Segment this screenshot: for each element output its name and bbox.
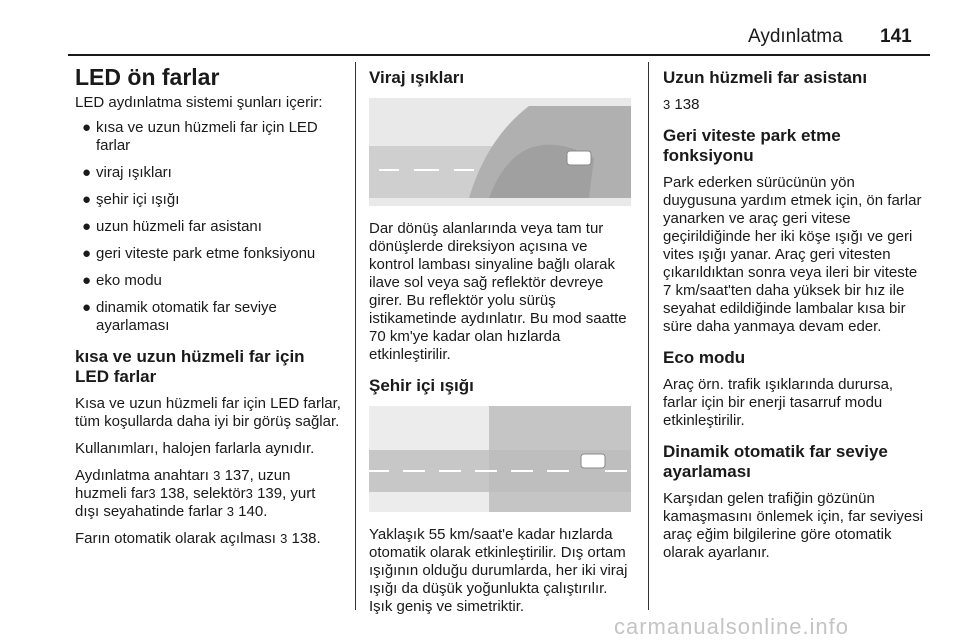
bullet-icon: ● bbox=[82, 119, 92, 136]
heading-led-headlights: LED ön farlar bbox=[75, 64, 220, 90]
page-number: 141 bbox=[880, 26, 912, 47]
heading-dynamic-leveling: Dinamik otomatik far seviye ayarlaması bbox=[663, 442, 888, 481]
paragraph: Yaklaşık 55 km/saat'e kadar hızlarda otomatik olarak etkinleştirilir. Dış ortam ışığının olduğu durumlarda, her iki viraj ışığı da düşük yoğunlukta çalıştırılır. Işık geniş ve simetriktir. bbox=[369, 526, 628, 615]
page-header bbox=[0, 20, 960, 56]
column-left bbox=[75, 62, 343, 557]
page-ref-link[interactable]: 137 bbox=[224, 467, 250, 484]
subheading-low-high-beam: kısa ve uzun hüzmeli far için LED farlar bbox=[75, 347, 305, 386]
list-item: ● geri viteste park etme fonksiyonu bbox=[82, 245, 316, 262]
page-ref-link[interactable]: 138 bbox=[159, 485, 185, 502]
heading-city-light: Şehir içi ışığı bbox=[369, 376, 474, 395]
intro-text: LED aydınlatma sistemi şunları içerir: bbox=[75, 94, 323, 111]
heading-eco-mode: Eco modu bbox=[663, 348, 746, 367]
heading-reverse-parking: Geri viteste park etme fonksiyonu bbox=[663, 126, 841, 165]
page-ref-link[interactable]: 138 bbox=[674, 96, 700, 113]
bullet-icon: ● bbox=[82, 272, 92, 289]
paragraph: Kullanımları, halojen farlarla aynıdır. bbox=[75, 440, 315, 457]
city-light-illustration bbox=[369, 406, 631, 512]
page-ref-icon: 3 bbox=[226, 504, 234, 519]
column-divider bbox=[355, 62, 356, 610]
bullet-icon: ● bbox=[82, 191, 92, 208]
page-ref-icon: 3 bbox=[663, 97, 671, 112]
page-ref-link[interactable]: 139 bbox=[257, 485, 283, 502]
paragraph: Dar dönüş alanlarında veya tam tur dönüşlerde direksiyon açısına ve kontrol lambası sinyaline bağlı olarak ilave sol veya sağ reflektör devreye girer. Bu reflektör yolu sürüş istikametinde aydınlatır. Bu mod saatte 70 km'ye kadar olan hızlarda etkinleştirilir. bbox=[369, 220, 627, 363]
paragraph-with-refs: Aydınlatma anahtarı 3 137, uzun huzmeli far3 138, selektör3 139, yurt dışı seyahatinde farlar 3 140. bbox=[75, 467, 316, 520]
page-ref-icon: 3 bbox=[280, 531, 288, 546]
list-item: ● dinamik otomatik far seviye ayarlaması bbox=[82, 299, 277, 334]
paragraph-with-refs: Farın otomatik olarak açılması 3 138. bbox=[75, 530, 321, 547]
paragraph: Park ederken sürücünün yön duygusuna yardım etmek için, ön farlar yanarken ve araç geri vitese geçirildiğinde her iki köşe ışığı ve geri vites ışığı yanar. Araç geri vitesten çıkarıldıktan sonra veya ileri bir viteste 7 km/saat'ten daha yüksek bir hız ile seyahat edildiğinde lambalar kısa bir süre daha yanmaya devam eder. bbox=[663, 174, 922, 335]
page-ref-icon: 3 bbox=[148, 486, 156, 501]
bullet-icon: ● bbox=[82, 245, 92, 262]
page-ref-link[interactable]: 138 bbox=[291, 530, 317, 547]
column-right bbox=[663, 62, 929, 571]
heading-high-beam-assist: Uzun hüzmeli far asistanı bbox=[663, 68, 868, 87]
paragraph: Karşıdan gelen trafiğin gözünün kamaşmasını önlemek için, far seviyesi araç eğim bilgilerine göre otomatik olarak ayarlanır. bbox=[663, 490, 924, 561]
page-reference bbox=[663, 96, 929, 114]
paragraph: Araç örn. trafik ışıklarında durursa, farlar için bir enerji tasarruf modu etkinleştirilir. bbox=[663, 376, 894, 429]
heading-cornering-lights: Viraj ışıkları bbox=[369, 68, 465, 87]
page-ref-icon: 3 bbox=[213, 468, 221, 483]
bullet-icon: ● bbox=[82, 299, 92, 316]
list-item: ● viraj ışıkları bbox=[82, 164, 172, 181]
cornering-light-illustration bbox=[369, 98, 631, 206]
bullet-icon: ● bbox=[82, 218, 92, 235]
page-ref-icon: 3 bbox=[245, 486, 253, 501]
list-item: ● eko modu bbox=[82, 272, 162, 289]
column-middle bbox=[369, 62, 633, 625]
page-ref-link[interactable]: 140 bbox=[238, 503, 264, 520]
bullet-icon: ● bbox=[82, 164, 92, 181]
list-item: ● kısa ve uzun hüzmeli far için LED farlar bbox=[82, 119, 318, 154]
column-divider bbox=[648, 62, 649, 610]
list-item: ● uzun hüzmeli far asistanı bbox=[82, 218, 262, 235]
header-rule bbox=[68, 54, 930, 56]
section-title: Aydınlatma bbox=[748, 26, 843, 47]
feature-list bbox=[75, 119, 343, 335]
list-item: ● şehir içi ışığı bbox=[82, 191, 180, 208]
paragraph: Kısa ve uzun hüzmeli far için LED farlar, tüm koşullarda daha iyi bir görüş sağlar. bbox=[75, 395, 341, 430]
watermark: carmanualsonline.info bbox=[614, 614, 850, 639]
